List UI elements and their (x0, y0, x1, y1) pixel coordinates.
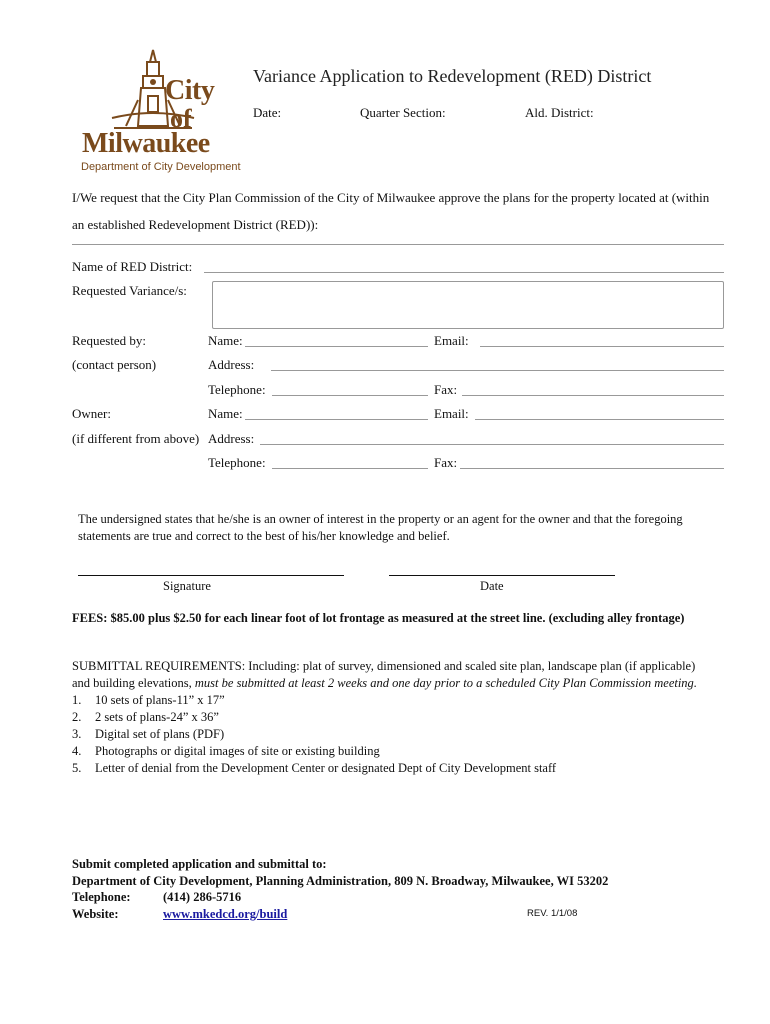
submittal-requirements (72, 658, 712, 777)
list-item: 2. 2 sets of plans-24” x 36” (72, 710, 219, 724)
owner-telephone-field[interactable] (272, 468, 428, 469)
requested-by-label: Requested by: (72, 333, 147, 348)
requester-telephone-label: Telephone: (208, 382, 266, 397)
signature-label: Signature (163, 579, 211, 593)
requester-fax-label: Fax: (434, 382, 458, 397)
website-link[interactable]: www.mkedcd.org/build (163, 906, 288, 921)
owner-email-field[interactable] (475, 419, 724, 420)
owner-fax-label: Fax: (434, 455, 458, 470)
owner-email-label: Email: (434, 406, 469, 421)
requester-fax-field[interactable] (462, 395, 724, 396)
intro-paragraph: I/We request that the City Plan Commission of the City of Milwaukee approve the plans for the property located at (within an established Redevelopment District (RED)): (72, 190, 710, 232)
footer-telephone-row (72, 889, 712, 906)
logo-department-text: Department of City Development (81, 161, 241, 173)
red-district-field[interactable] (204, 272, 724, 273)
ald-district-label: Ald. District: (525, 105, 594, 120)
submit-to-footer (72, 856, 712, 922)
requirements-list (72, 692, 712, 777)
footer-website-row (72, 906, 712, 923)
date-label: Date: (253, 105, 282, 120)
quarter-section-label: Quarter Section: (360, 105, 446, 120)
requester-address-label: Address: (208, 357, 255, 372)
variance-textbox[interactable] (212, 281, 724, 329)
fees-paragraph: FEES: $85.00 plus $2.50 for each linear foot of lot frontage as measured at the street line. (excluding alley frontage) (72, 611, 685, 625)
declaration-paragraph: The undersigned states that he/she is an owner of interest in the property or an agent for the owner and that the foregoing statements are true and correct to the best of his/her knowledge and belief. (78, 512, 683, 543)
form-title: Variance Application to Redevelopment (RED) District (253, 66, 652, 86)
list-item: 4. Photographs or digital images of site or existing building (72, 744, 380, 758)
owner-fax-field[interactable] (460, 468, 724, 469)
owner-name-field[interactable] (245, 419, 428, 420)
requester-email-field[interactable] (480, 346, 724, 347)
owner-address-field[interactable] (260, 444, 724, 445)
requester-name-field[interactable] (245, 346, 428, 347)
revision-label: REV. 1/1/08 (527, 908, 578, 919)
logo-city-text: City (165, 75, 215, 106)
owner-note-label: (if different from above) (72, 431, 200, 446)
signature-date-label: Date (480, 579, 504, 593)
submittal-intro: SUBMITTAL REQUIREMENTS: Including: plat of survey, dimensioned and scaled site plan, landscape plan (if applicable) and building elevations, must be submitted at least 2 weeks and one day prior to a scheduled City Plan Commission meeting. (72, 659, 697, 690)
logo-of-text: of (170, 104, 192, 133)
requester-email-label: Email: (434, 333, 469, 348)
red-district-label: Name of RED District: (72, 259, 193, 274)
list-item: 5. Letter of denial from the Development Center or designated Dept of City Development staff (72, 761, 557, 775)
requester-telephone-field[interactable] (272, 395, 428, 396)
contact-person-label: (contact person) (72, 357, 157, 372)
list-item: 3. Digital set of plans (PDF) (72, 727, 225, 741)
logo-milwaukee-text: Milwaukee (82, 128, 210, 159)
signature-field[interactable] (78, 575, 344, 576)
owner-address-label: Address: (208, 431, 255, 446)
signature-date-field[interactable] (389, 575, 615, 576)
footer-telephone-value: (414) 286-5716 (163, 890, 242, 904)
owner-label: Owner: (72, 406, 111, 421)
submittal-deadline: must be submitted at least 2 weeks and one day prior to a scheduled City Plan Commission meeting (194, 676, 694, 690)
city-of-milwaukee-logo (80, 48, 245, 176)
property-location-field[interactable] (72, 244, 724, 245)
owner-telephone-label: Telephone: (208, 455, 266, 470)
footer-address: Department of City Development, Planning Administration, 809 N. Broadway, Milwaukee, WI 53202 (72, 873, 609, 888)
list-item: 1. 10 sets of plans-11” x 17” (72, 693, 225, 707)
footer-telephone-label: Telephone: (72, 890, 131, 904)
footer-heading: Submit completed application and submittal to: (72, 857, 327, 871)
footer-website-label: Website: (72, 906, 119, 921)
owner-name-label: Name: (208, 406, 243, 421)
variance-label: Requested Variance/s: (72, 283, 187, 298)
requester-address-field[interactable] (271, 370, 724, 371)
requester-name-label: Name: (208, 333, 243, 348)
